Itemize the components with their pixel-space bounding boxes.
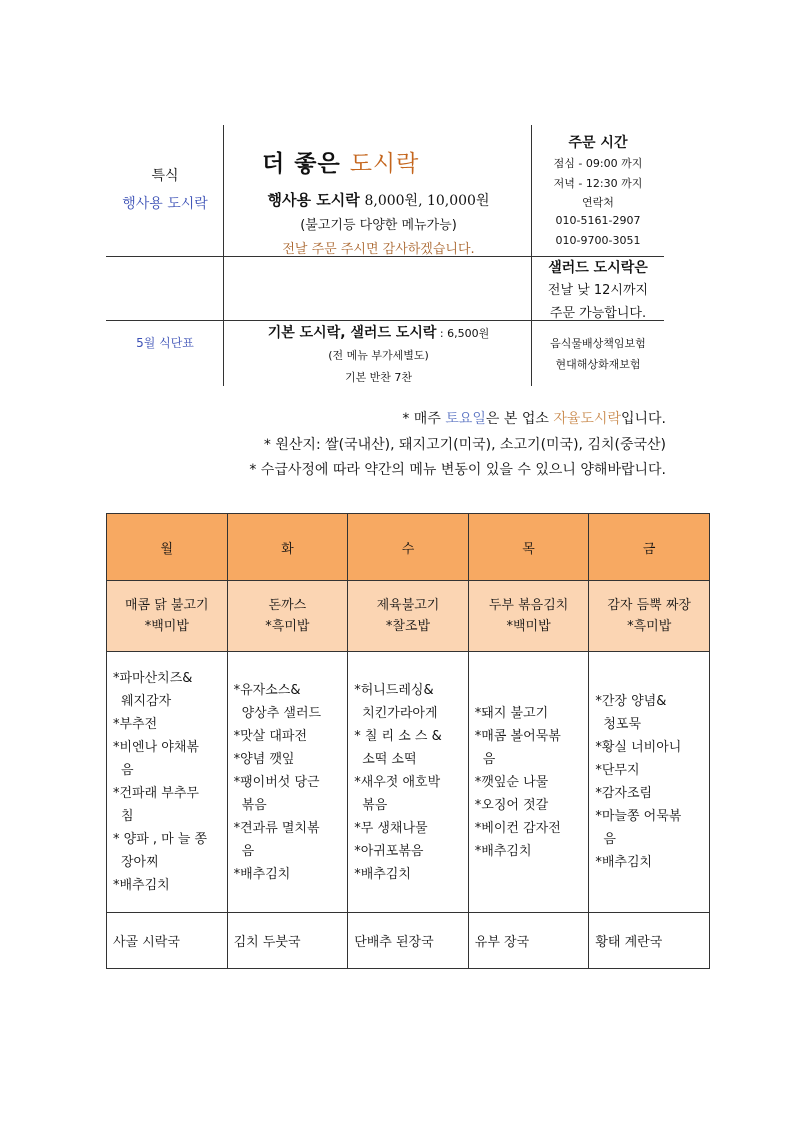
side-dish-row xyxy=(107,652,710,913)
side-line: *비엔나 야채볶 xyxy=(113,740,199,755)
side-line: *깻잎순 나물 xyxy=(474,774,549,790)
main-dish: 감자 듬뿍 짜장 xyxy=(607,598,691,613)
side-line: *단무지 xyxy=(595,763,640,778)
side-line: *양념 깻잎 xyxy=(233,751,295,767)
side-line: * 칠 리 소 스 & xyxy=(354,728,442,744)
event-price-line xyxy=(226,189,531,210)
rice: *백미밥 xyxy=(506,619,551,634)
side-line: 침 xyxy=(121,809,134,824)
notice-origin: * 원산지: 쌀(국내산), 돼지고기(미국), 소고기(미국), 김치(중국산) xyxy=(263,437,666,453)
side-dish-note: 기본 반찬 7찬 xyxy=(344,371,413,384)
notice-saturday-pre: * 매주 xyxy=(402,411,446,427)
vat-note: (전 메뉴 부가세별도) xyxy=(328,349,429,362)
side-line: 음 xyxy=(121,763,134,778)
side-line: 양상추 샐러드 xyxy=(241,705,322,721)
side-line: *감자조림 xyxy=(595,786,653,801)
day-wed: 수 xyxy=(348,514,469,581)
main-dish-tue xyxy=(227,581,348,652)
day-thu: 목 xyxy=(468,514,589,581)
side-line: *오징어 젓갈 xyxy=(474,797,549,813)
main-dish-row xyxy=(107,581,710,652)
basic-label: 기본 도시락, 샐러드 도시락 xyxy=(267,325,437,341)
day-fri: 금 xyxy=(589,514,710,581)
side-line: 웨지감자 xyxy=(121,694,172,709)
page-title xyxy=(262,145,419,178)
side-line: *황실 너비아니 xyxy=(595,740,682,755)
side-line: *배추김치 xyxy=(595,855,653,870)
side-line: *파마산치즈& xyxy=(113,671,193,686)
soup-row xyxy=(107,913,710,969)
salad-line-2: 주문 가능합니다. xyxy=(549,306,647,321)
side-line: 볶음 xyxy=(362,797,388,813)
title-accent: 도시락 xyxy=(349,151,420,177)
salad-line-1: 전날 낮 12시까지 xyxy=(547,283,649,298)
side-line: *견과류 멸치볶 xyxy=(233,820,320,836)
side-line: 볶음 xyxy=(241,797,267,813)
side-dishes-mon xyxy=(107,652,228,913)
notice-self-lunchbox: 자율도시락 xyxy=(553,411,621,427)
side-line: *간장 양념& xyxy=(595,694,667,709)
day-mon: 월 xyxy=(107,514,228,581)
title-prefix: 더 좋은 xyxy=(262,151,341,177)
side-line: *허니드레싱& xyxy=(354,682,434,698)
side-line: *배추김치 xyxy=(113,878,170,893)
basic-price: : 6,500원 xyxy=(436,327,490,340)
notice-saturday-mid: 은 본 업소 xyxy=(485,411,554,427)
side-line: *부추전 xyxy=(113,717,158,732)
weekly-menu-table xyxy=(106,513,710,969)
basic-price-line xyxy=(226,322,531,342)
side-line: *맛살 대파전 xyxy=(233,728,308,744)
order-time-title: 주문 시간 xyxy=(568,135,628,151)
salad-title: 샐러드 도시락은 xyxy=(548,260,648,276)
side-line: 청포묵 xyxy=(603,717,642,732)
side-line: 장아찌 xyxy=(121,855,159,870)
side-line: *건파래 부추무 xyxy=(113,786,199,801)
thanks-note: 전날 주문 주시면 감사하겠습니다. xyxy=(282,242,475,257)
day-header-row xyxy=(107,514,710,581)
rice: *흑미밥 xyxy=(265,619,310,634)
side-line: 음 xyxy=(603,832,616,847)
side-line: *아귀포볶음 xyxy=(354,843,424,859)
side-dishes-tue xyxy=(227,652,348,913)
main-dish-thu xyxy=(468,581,589,652)
side-line: *베이컨 감자전 xyxy=(474,820,561,836)
side-line: *새우젓 애호박 xyxy=(354,774,441,790)
day-tue: 화 xyxy=(227,514,348,581)
insurance-line-1: 음식물배상책임보험 xyxy=(550,337,646,350)
notice-saturday-post: 입니다. xyxy=(620,411,666,427)
side-line: 음 xyxy=(482,751,496,767)
side-line: 음 xyxy=(241,843,255,859)
notice-saturday xyxy=(402,408,666,428)
main-dish-wed xyxy=(348,581,469,652)
event-label: 행사용 도시락 xyxy=(267,191,360,209)
side-line: *마늘쫑 어묵볶 xyxy=(595,809,682,824)
event-prices: 8,000원, 10,000원 xyxy=(364,193,490,209)
rice: *흑미밥 xyxy=(627,619,672,634)
side-line: *배추김치 xyxy=(233,866,291,882)
main-dish: 제육불고기 xyxy=(376,598,440,613)
soup-thu: 유부 장국 xyxy=(468,913,589,969)
side-line: 소떡 소떡 xyxy=(362,751,417,767)
special-label: 특식 xyxy=(151,168,179,184)
bulgogi-note: (불고기등 다양한 메뉴가능) xyxy=(300,218,457,233)
monthly-menu-label: 5월 식단표 xyxy=(136,336,194,350)
soup-mon: 사골 시락국 xyxy=(107,913,228,969)
event-lunchbox-label: 행사용 도시락 xyxy=(122,196,208,212)
side-dishes-fri xyxy=(589,652,710,913)
main-dish-fri xyxy=(589,581,710,652)
side-line: * 양파 , 마 늘 쫑 xyxy=(113,832,208,847)
side-line: *유자소스& xyxy=(233,682,301,698)
soup-tue: 김치 두붓국 xyxy=(227,913,348,969)
side-line: *돼지 불고기 xyxy=(474,705,549,721)
main-dish-mon xyxy=(107,581,228,652)
notice-menu-change: * 수급사정에 따라 약간의 메뉴 변동이 있을 수 있으니 양해바랍니다. xyxy=(249,462,666,478)
main-dish: 두부 볶음김치 xyxy=(488,598,569,613)
side-line: *배추김치 xyxy=(474,843,532,859)
side-dishes-wed xyxy=(348,652,469,913)
insurance-line-2: 현대해상화재보험 xyxy=(555,358,641,371)
contact-label: 연락처 xyxy=(582,196,614,209)
side-line: 치킨가라아게 xyxy=(362,705,438,721)
side-line: *매콤 볼어묵볶 xyxy=(474,728,561,744)
side-line: *배추김치 xyxy=(354,866,411,882)
phone-1: 010-5161-2907 xyxy=(555,214,641,227)
rice: *찰조밥 xyxy=(385,619,431,634)
soup-fri: 황태 계란국 xyxy=(589,913,710,969)
side-line: *무 생채나물 xyxy=(354,820,428,836)
notice-saturday-day: 토요일 xyxy=(445,411,486,427)
soup-wed: 단배추 된장국 xyxy=(348,913,469,969)
main-dish: 돈까스 xyxy=(268,598,307,613)
phone-2: 010-9700-3051 xyxy=(555,234,641,247)
side-dishes-thu xyxy=(468,652,589,913)
order-lunch: 점심 - 09:00 까지 xyxy=(553,157,643,170)
rice: *백미밥 xyxy=(144,619,189,634)
main-dish: 매콤 닭 불고기 xyxy=(124,598,209,613)
side-line: *팽이버섯 당근 xyxy=(233,774,320,790)
order-dinner: 저녁 - 12:30 까지 xyxy=(553,177,643,190)
